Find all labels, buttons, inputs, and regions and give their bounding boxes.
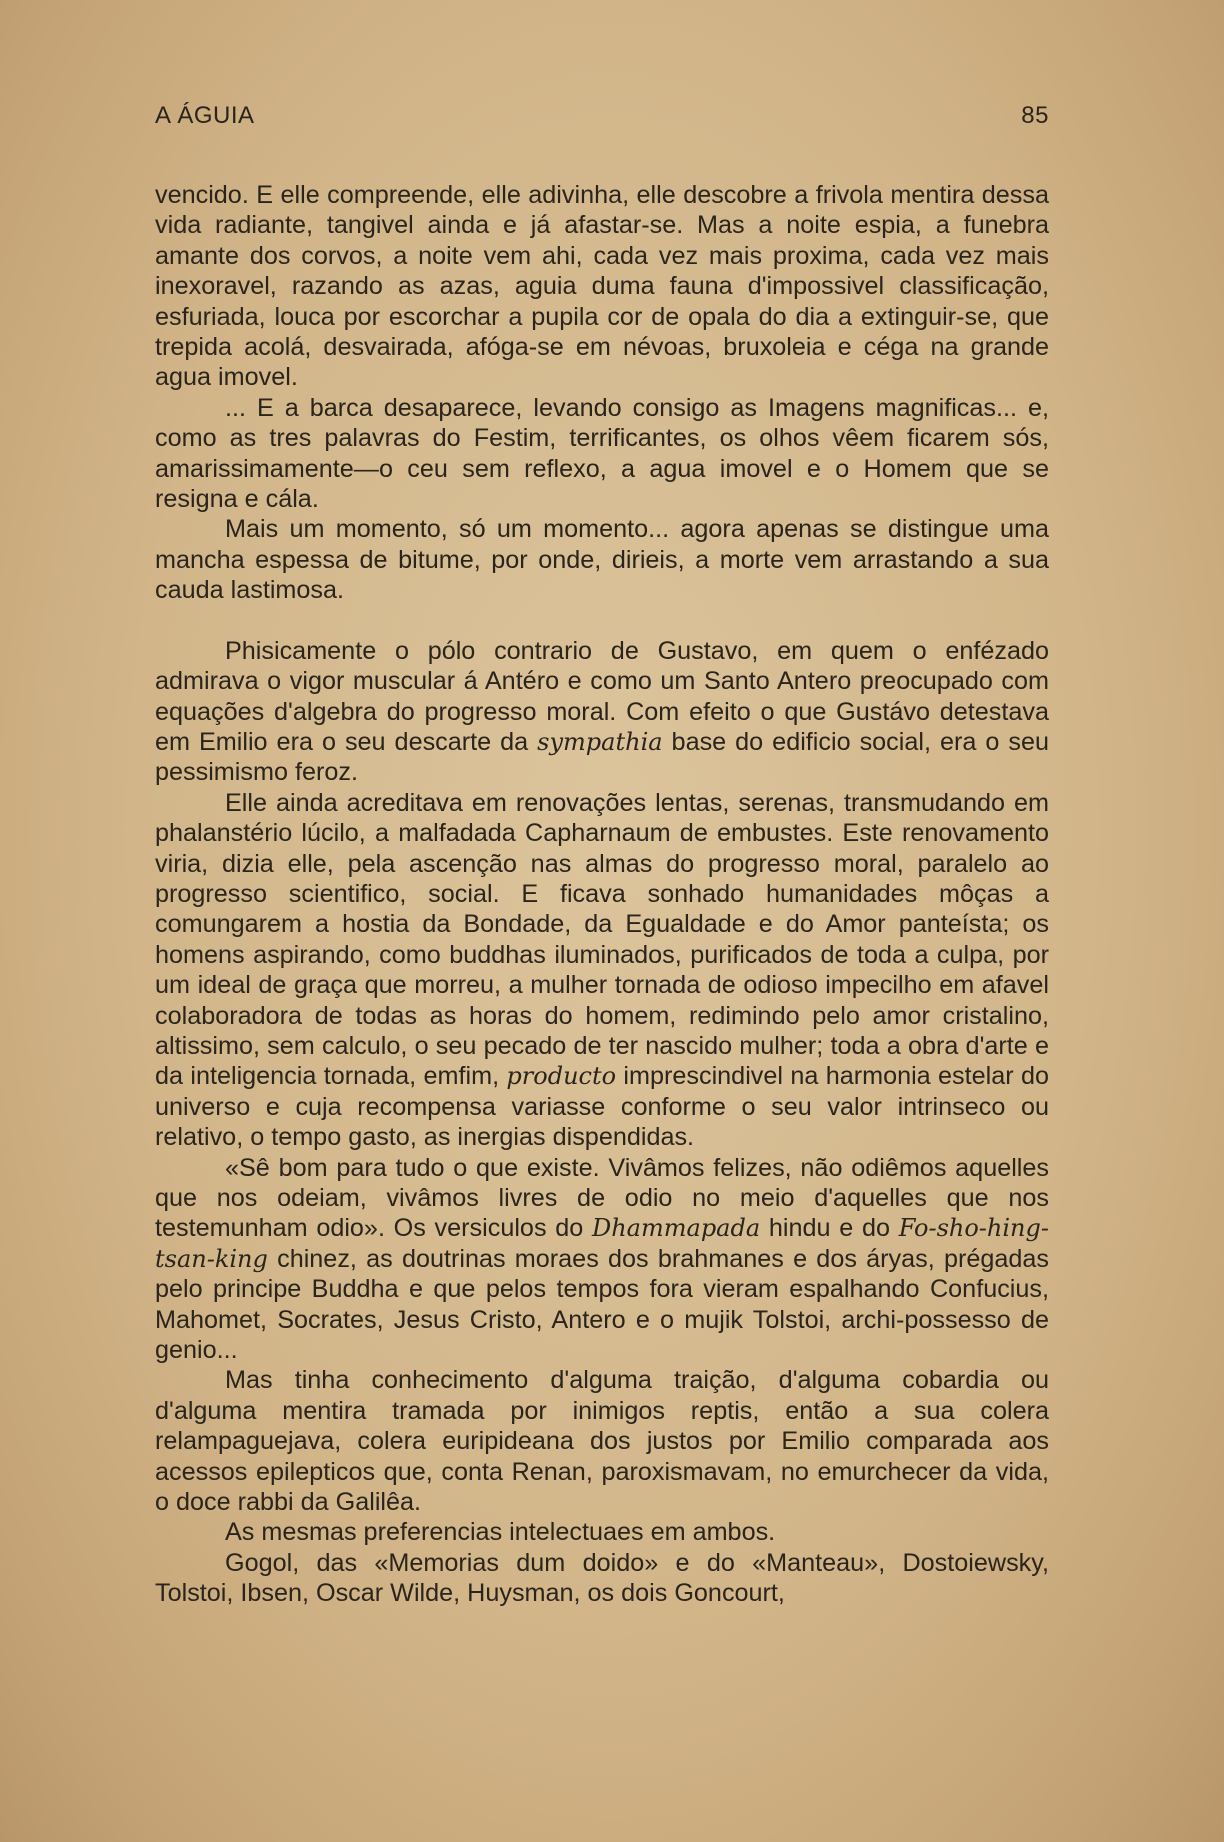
- journal-title: A ÁGUIA: [155, 102, 255, 129]
- paragraph: [155, 788, 1049, 1153]
- body-text: [155, 180, 1049, 1609]
- italic-term: sympathia: [537, 727, 663, 756]
- text-run: Phisicamente o pólo contrario de Gustavo, em quem o enfézado admirava o vigor muscular á Antéro e como um Santo Antero preocupado com equações d'algebra do progresso moral. Com efeito o que Gustávo detestava em Emilio era o seu descarte da: [155, 636, 1049, 756]
- text-run: chinez, as doutrinas moraes dos brahmanes e dos áryas, prégadas pelo principe Buddha e que pelos tempos fora vieram espalhando Confucius, Mahomet, Socrates, Jesus Cristo, Antero e o mujik Tolstoi, archi-possesso de genio...: [155, 1244, 1049, 1365]
- text-run: imprescindivel na harmonia estelar do universo e cuja recompensa variasse conforme o seu valor intrinseco ou relativo, o tempo gasto, as inergias dispendidas.: [155, 1062, 1049, 1152]
- italic-title: Dhammapada: [591, 1214, 761, 1243]
- paragraph: [155, 636, 1049, 788]
- italic-term: producto: [506, 1062, 617, 1091]
- text-run: base do edificio social, era o seu pessimismo feroz.: [155, 727, 1049, 787]
- paragraph: [155, 1153, 1049, 1366]
- paragraph: Mais um momento, só um momento... agora apenas se distingue uma mancha espessa de bitume, por onde, dirieis, a morte vem arrastando a sua cauda lastimosa.: [155, 515, 1049, 605]
- running-head: [155, 100, 1049, 134]
- text-run: hindu e do: [760, 1214, 899, 1243]
- paragraph: ... E a barca desaparece, levando consigo as Imagens magnificas... e, como as tres palavras do Festim, terrificantes, os olhos vêem ficarem sós, amarissimamente—o ceu sem reflexo, a agua imovel e o Homem que se resigna e cála.: [155, 393, 1049, 514]
- page-number: 85: [1021, 102, 1049, 129]
- text-run: «Sê bom para tudo o que existe. Vivâmos felizes, não odiêmos aquelles que nos odeiam, vivâmos livres de odio no meio d'aquelles que nos testemunham odio». Os versiculos do: [155, 1153, 1049, 1243]
- paragraph: vencido. E elle compreende, elle adivinha, elle descobre a frivola mentira dessa vida radiante, tangivel ainda e já afastar-se. Mas a noite espia, a funebra amante dos corvos, a noite vem ahi, cada vez mais proxima, cada vez mais inexoravel, razando as azas, aguia duma fauna d'impossivel classificação, esfuriada, louca por escorchar a pupila cor de opala do dia a extinguir-se, que trepida acolá, desvairada, afóga-se em névoas, bruxoleia e céga na grande agua imovel.: [155, 181, 1049, 392]
- paragraph: As mesmas preferencias intelectuaes em ambos.: [225, 1518, 776, 1547]
- italic-title: Fo-sho-hing-tsan-king: [155, 1214, 1049, 1273]
- text-run: Elle ainda acreditava em renovações lentas, serenas, transmudando em phalanstério lúcilo, a malfadada Capharnaum de embustes. Este renovamento viria, dizia elle, pela ascenção nas almas do progresso moral, paralelo ao progresso scientifico, social. E ficava sonhado humanidades môças a comungarem a hostia da Bondade, da Egualdade e do Amor panteísta; os homens aspirando, como buddhas iluminados, purificados de toda a culpa, por um ideal de graça que morreu, a mulher tornada de odioso impecilho em afavel colaboradora de todas as horas do homem, redimindo pelo amor cristalino, altissimo, sem calculo, o seu pecado de ter nascido mulher; toda a obra d'arte e da inteligencia tornada, emfim,: [155, 788, 1049, 1091]
- paragraph: Gogol, das «Memorias dum doido» e do «Manteau», Dostoiewsky, Tolstoi, Ibsen, Oscar Wilde, Huysman, os dois Goncourt,: [155, 1548, 1049, 1608]
- paragraph: Mas tinha conhecimento d'alguma traição, d'alguma cobardia ou d'alguma mentira tramada por inimigos reptis, então a sua colera relampaguejava, colera euripideana dos justos por Emilio comparada aos acessos epilepticos que, conta Renan, paroxismavam, no emurchecer da vida, o doce rabbi da Galilêa.: [155, 1366, 1049, 1517]
